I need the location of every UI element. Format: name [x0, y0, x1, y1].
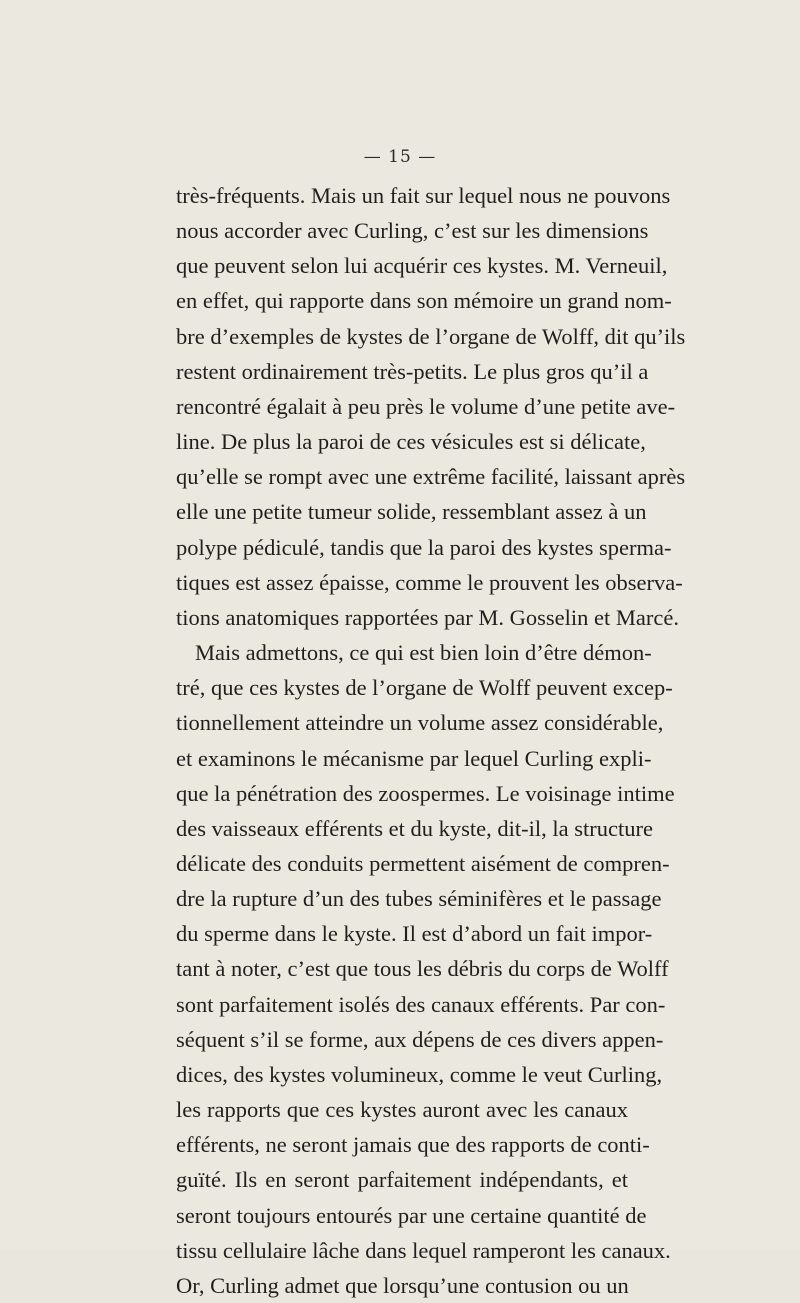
text-line: Mais admettons, ce qui est bien loin d’être démon- [195, 640, 652, 666]
text-line: des vaisseaux efférents et du kyste, dit-il, la structure [176, 815, 653, 841]
text-line: bre d’exemples de kystes de l’organe de Wolff, dit qu’ils [176, 323, 686, 349]
text-line: tré, que ces kystes de l’organe de Wolff peuvent excep- [176, 675, 673, 701]
text-line: tant à noter, c’est que tous les débris du corps de Wolff [176, 956, 669, 982]
text-line: rencontré égalait à peu près le volume d’une petite ave- [176, 393, 676, 419]
text-line: Or, Curling admet que lorsqu’une contusion ou un [176, 1272, 629, 1298]
text-line: que peuvent selon lui acquérir ces kystes. M. Verneuil, [176, 253, 668, 279]
body-text [176, 178, 686, 1303]
text-line: nous accorder avec Curling, c’est sur les dimensions [176, 218, 649, 244]
text-line: tiques est assez épaisse, comme le prouvent les observa- [176, 569, 683, 595]
text-line: line. De plus la paroi de ces vésicules est si délicate, [176, 429, 646, 455]
text-line: tionnellement atteindre un volume assez considérable, [176, 710, 664, 736]
text-line: très-fréquents. Mais un fait sur lequel nous ne pouvons [176, 183, 671, 208]
page-number: — 15 — [363, 147, 437, 167]
text-line: seront toujours entourés par une certaine quantité de [176, 1202, 647, 1228]
text-line: en effet, qui rapporte dans son mémoire un grand nom- [176, 288, 672, 314]
text-line: tissu cellulaire lâche dans lequel ramperont les canaux. [176, 1237, 671, 1263]
text-line: polype pédiculé, tandis que la paroi des kystes sperma- [176, 534, 672, 560]
text-line: guïté. Ils en seront parfaitement indépendants, et [176, 1167, 628, 1193]
text-line: tions anatomiques rapportées par M. Gosselin et Marcé. [176, 604, 679, 630]
text-line: et examinons le mécanisme par lequel Curling expli- [176, 745, 652, 771]
text-line: sont parfaitement isolés des canaux efférents. Par con- [176, 991, 666, 1017]
text-line: délicate des conduits permettent aisément de compren- [176, 850, 670, 876]
text-line: séquent s’il se forme, aux dépens de ces divers appen- [176, 1026, 664, 1052]
text-line: qu’elle se rompt avec une extrême facilité, laissant après [176, 464, 686, 490]
text-line: dre la rupture d’un des tubes séminifères et le passage [176, 886, 662, 912]
text-line: que la pénétration des zoospermes. Le voisinage intime [176, 780, 675, 806]
text-line: du sperme dans le kyste. Il est d’abord un fait impor- [176, 921, 653, 947]
text-line: elle une petite tumeur solide, ressemblant assez à un [176, 499, 647, 525]
text-line: dices, des kystes volumineux, comme le veut Curling, [176, 1061, 663, 1087]
text-line: efférents, ne seront jamais que des rapports de conti- [176, 1132, 650, 1158]
text-line: les rapports que ces kystes auront avec les canaux [176, 1097, 628, 1123]
text-line: restent ordinairement très-petits. Le plus gros qu’il a [176, 358, 649, 384]
